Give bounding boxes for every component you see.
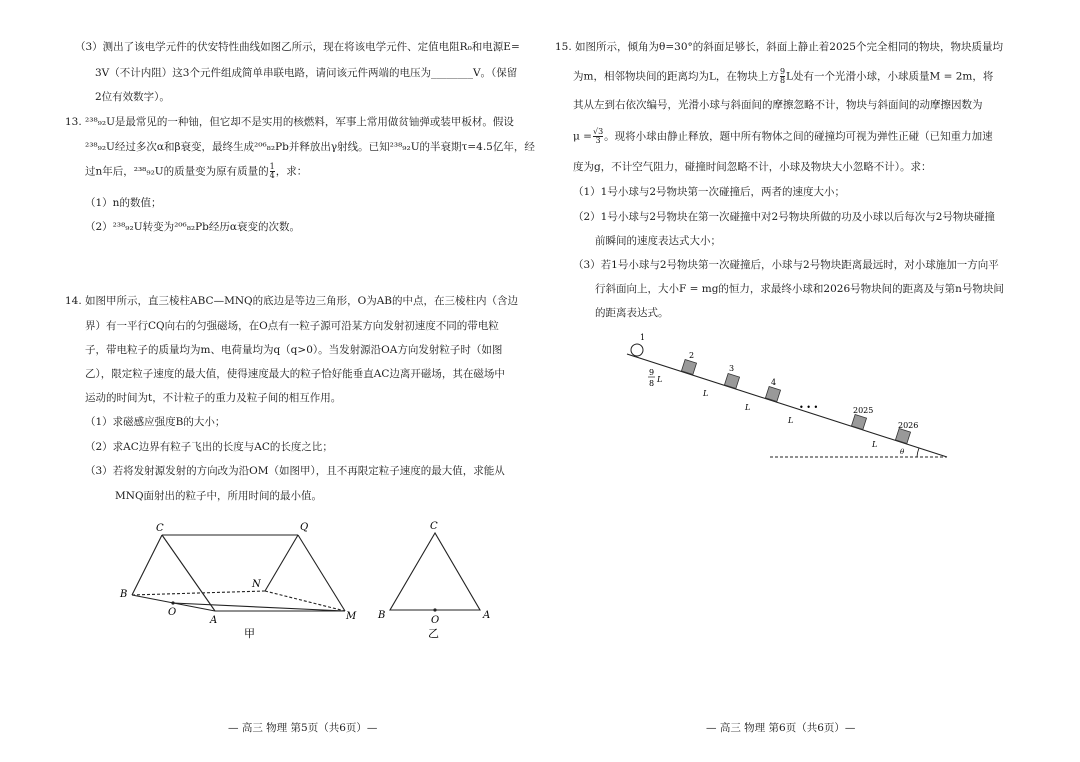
figure-jia-prism [110,515,370,645]
q13-sub2: （2）²³⁸₉₂U转变为²⁰⁶₈₂Pb经历α衰变的次数。 [85,221,300,233]
q15-sub2: （2）1号小球与2号物块在第一次碰撞中对2号物块所做的功及小球以后每次与2号物块碰撞 [573,211,995,223]
q13-frac-den: 4 [269,171,275,180]
triangle-ABC [390,533,480,610]
q15-line2-a: 为m，相邻物块间的距离均为L，在物块上方 [573,70,779,83]
q14-line3: 子，带电粒子的质量均为m、电荷量均为q（q>0）。当发射源沿OA方向发射粒子时（如图 [85,344,503,356]
q15-mu-fraction [593,128,603,145]
q15-fraction [780,68,785,85]
label-2025: 2025 [853,406,874,415]
label-O: O [168,607,177,618]
q15-line3: 其从左到右依次编号，光滑小球与斜面间的摩擦忽略不计，物块与斜面间的动摩擦因数为 [573,99,983,111]
q12-3-line2: 3V（不计内阻）这3个元件组成简单串联电路，请问该元件两端的电压为________V。（保留 [95,67,518,79]
q14-line1: 14. 如图甲所示，直三棱柱ABC—MNQ的底边是等边三角形，O为AB的中点，在三棱柱内（含边 [65,295,519,307]
label-L1: L [703,389,709,398]
label-theta: θ [900,448,905,456]
q14-sub2: （2）求AC边界有粒子飞出的长度与AC的长度之比； [85,441,333,453]
q13-frac-num: 1 [269,162,275,171]
dist-L: L [657,375,663,384]
label-Q: Q [300,522,309,533]
label-1: 1 [640,333,646,342]
q15-sub3c: 的距离表达式。 [595,307,669,319]
point-O [433,608,436,611]
q15-line4-b: 。现将小球由静止释放，题中所有物体之间的碰撞均可视为弹性正碰（已知重力加速 [604,130,993,143]
q13-line3 [85,163,307,180]
q15-line2 [573,68,993,85]
dist-den: 8 [649,379,655,388]
label-L3: L [788,416,794,425]
q13-fraction [270,163,275,180]
label-B: B [120,589,128,600]
figure-incline [615,330,960,470]
edge-QM [298,535,345,611]
label-L4: L [872,440,878,449]
incline-surface [627,354,947,457]
label-N: N [252,579,261,590]
label-A: A [483,610,491,621]
label-2026: 2026 [898,421,919,430]
angle-arc [917,448,919,457]
edge-BC [132,535,162,595]
q13-line1: 13. ²³⁸₉₂U是最常见的一种铀，但它却不是实用的核燃料，军事上常用做贫铀弹或装甲板材。假设 [65,116,514,128]
q13-line3-a: 过n年后，²³⁸₉₂U的质量变为原有质量的 [85,165,269,178]
edge-CA [162,535,215,611]
q15-sub3b: 行斜面向上，大小F = mg的恒力，求最终小球和2026号物块间的距离及与第n号物块间 [595,283,1004,295]
label-C: C [430,521,438,532]
point-O [171,601,174,604]
q12-3-line3: 2位有效数字）。 [95,91,170,103]
q14-line4: 乙），限定粒子速度的最大值，使得速度最大的粒子恰好能垂直AC边离开磁场，其在磁场中 [85,368,505,380]
footer-page5: — 高三 物理 第5页（共6页）— [228,722,378,734]
ball-1 [631,344,643,356]
caption-yi: 乙 [428,627,439,640]
q15-line1: 15. 如图所示，倾角为θ=30°的斜面足够长，斜面上静止着2025个完全相同的物块，物块质量均 [555,41,1003,53]
q14-line2: 界）有一平行CQ向右的匀强磁场，在O点有一粒子源可沿某方向发射初速度不同的带电粒 [85,320,499,332]
dist-num: 9 [649,368,655,377]
edge-QN [265,535,298,591]
q15-mu-num: √3 [592,127,604,136]
q13-sub1: （1）n的数值； [85,197,162,209]
q15-line2-b: L处有一个光滑小球，小球质量M = 2m，将 [786,70,994,83]
q15-mu-den: 3 [595,136,601,145]
label-L2: L [745,403,751,412]
q15-line4-a: μ = [573,130,592,143]
figure-yi-triangle [375,515,495,645]
q14-line5: 运动的时间为t，不计粒子的重力及粒子间的相互作用。 [85,392,342,404]
caption-jia: 甲 [244,627,255,640]
q15-line4 [573,128,993,145]
edge-BN [132,591,265,595]
q15-sub2b: 前瞬间的速度表达式大小； [595,235,721,247]
footer-page6: — 高三 物理 第6页（共6页）— [706,722,856,734]
label-O: O [431,615,440,626]
q14-sub3: （3）若将发射源发射的方向改为沿OM（如图甲），且不再限定粒子速度的最大值，求能从 [85,465,505,477]
label-B: B [378,610,386,621]
q15-frac-den: 8 [779,76,786,85]
q15-sub3: （3）若1号小球与2号物块第一次碰撞后，小球与2号物块距离最远时，对小球施加一方向平 [573,259,999,271]
label-M: M [346,611,357,622]
q14-sub3b: MNQ面射出的粒子中，所用时间的最小值。 [115,490,323,502]
label-C: C [156,523,164,534]
q14-sub1: （1）求磁感应强度B的大小； [85,416,226,428]
q15-line5: 度为g，不计空气阻力，碰撞时间忽略不计，小球及物块大小忽略不计）。求： [573,161,932,173]
q12-3-line1: （3）测出了该电学元件的伏安特性曲线如图乙所示，现在将该电学元件、定值电阻R₀和电源E= [75,41,520,53]
q13-line2: ²³⁸₉₂U经过多次α和β衰变，最终生成²⁰⁶₈₂Pb并释放出γ射线。已知²³⁸₉₂U的半衰期τ=4.5亿年，经 [85,141,535,153]
q13-line3-b: ，求： [275,165,308,178]
dots: • • • [799,403,819,412]
label-4: 4 [771,378,777,387]
label-A: A [210,615,218,626]
q15-sub1: （1）1号小球与2号物块第一次碰撞后，两者的速度大小； [573,186,846,198]
label-2: 2 [689,351,695,360]
label-3: 3 [729,364,735,373]
q15-frac-num: 9 [779,67,786,76]
